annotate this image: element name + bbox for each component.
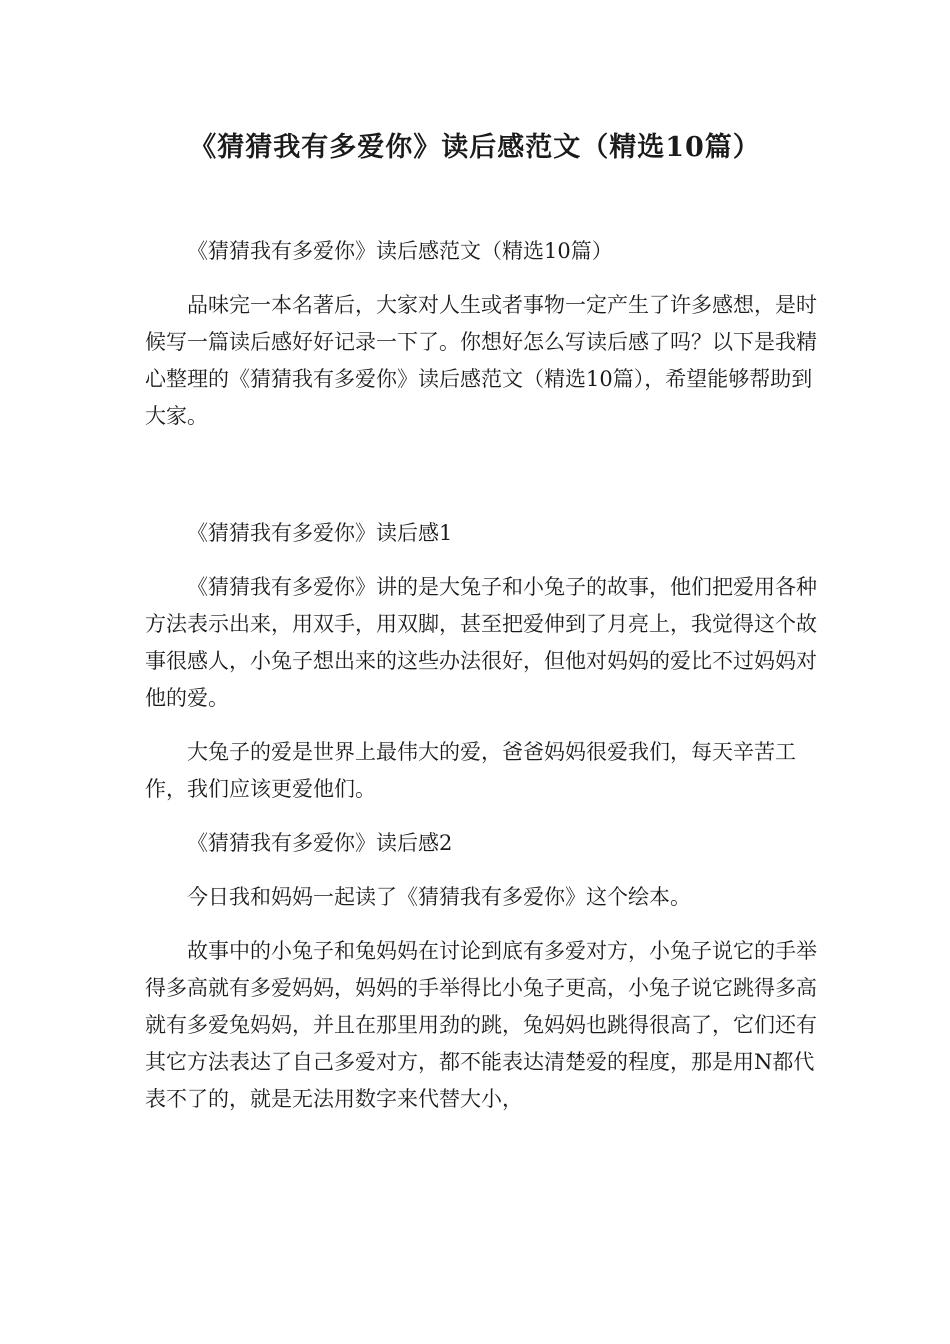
section-heading-2: 《猜猜我有多爱你》读后感2 [187, 831, 453, 855]
body-paragraph: 今日我和妈妈一起读了《猜猜我有多爱你》这个绘本。 [187, 885, 691, 909]
body-paragraph: 大兔子的爱是世界上最伟大的爱，爸爸妈妈很爱我们，每天辛苦工作，我们应该更爱他们。 [145, 740, 796, 801]
document-body [145, 233, 825, 1135]
document-title: 《猜猜我有多爱你》读后感范文（精选10篇） [189, 132, 761, 163]
body-paragraph: 故事中的小兔子和兔妈妈在讨论到底有多爱对方，小兔子说它的手举得多高就有多爱妈妈，妈妈的手举得比小兔子更高，小兔子说它跳得多高就有多爱兔妈妈，并且在那里用劲的跳，兔妈妈也跳得很高了，它们还有其它方法表达了自己多爱对方，都不能表达清楚爱的程度，那是用N都代表不了的，就是无法用数字来代替大小， [145, 939, 817, 1111]
intro-paragraph: 品味完一本名著后，大家对人生或者事物一定产生了许多感想，是时候写一篇读后感好好记录一下了。你想好怎么写读后感了吗？以下是我精心整理的《猜猜我有多爱你》读后感范文（精选10篇），希望能够帮助到大家。 [145, 293, 817, 428]
subtitle-paragraph: 《猜猜我有多爱你》读后感范文（精选10篇） [187, 239, 613, 263]
section-heading-1: 《猜猜我有多爱你》读后感1 [187, 521, 453, 545]
body-paragraph: 《猜猜我有多爱你》讲的是大兔子和小兔子的故事，他们把爱用各种方法表示出来，用双手，用双脚，甚至把爱伸到了月亮上，我觉得这个故事很感人，小兔子想出来的这些办法很好，但他对妈妈的爱比不过妈妈对他的爱。 [145, 575, 817, 710]
